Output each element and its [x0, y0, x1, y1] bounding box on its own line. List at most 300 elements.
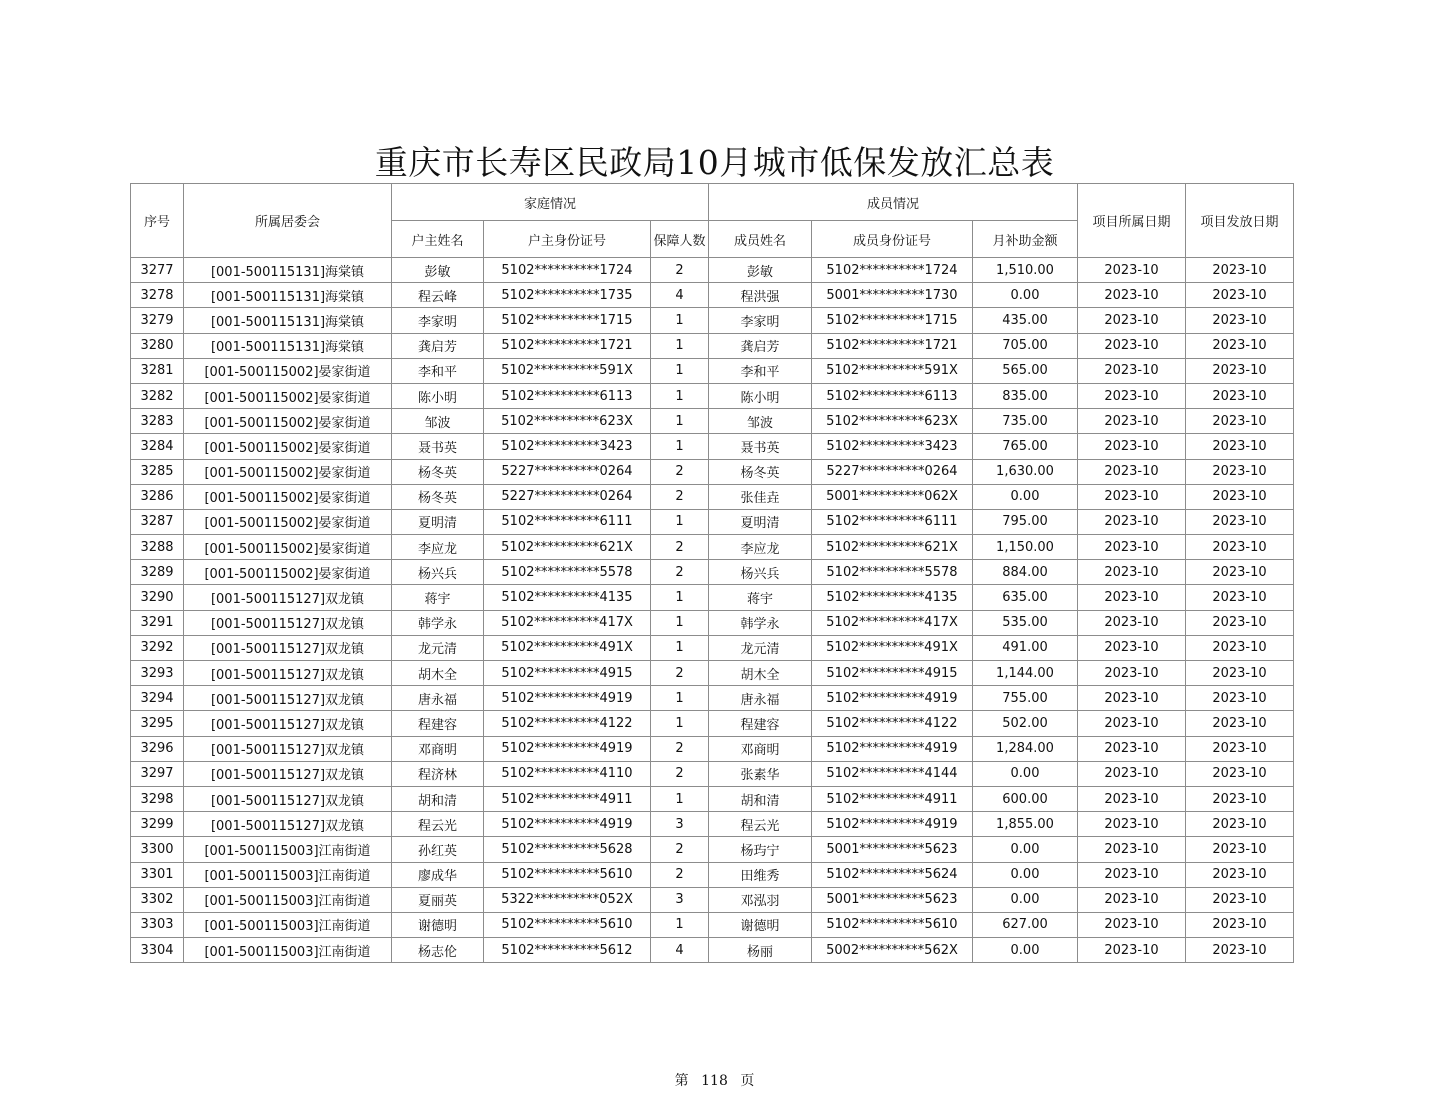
community-cell: [001-500115002]晏家街道: [184, 560, 392, 585]
member-name-cell: 邓商明: [709, 736, 812, 761]
covered-count-cell: 1: [651, 686, 709, 711]
head-id-cell: 5102**********4911: [484, 786, 651, 811]
community-cell: [001-500115003]江南街道: [184, 887, 392, 912]
community-cell: [001-500115127]双龙镇: [184, 585, 392, 610]
release-date-cell: 2023-10: [1186, 509, 1294, 534]
seq-cell: 3282: [131, 383, 184, 408]
release-date-cell: 2023-10: [1186, 862, 1294, 887]
header-seq: 序号: [131, 184, 184, 258]
covered-count-cell: 2: [651, 484, 709, 509]
member-name-cell: 唐永福: [709, 686, 812, 711]
seq-cell: 3296: [131, 736, 184, 761]
household-head-cell: 夏明清: [392, 509, 484, 534]
member-name-cell: 程云光: [709, 812, 812, 837]
covered-count-cell: 3: [651, 887, 709, 912]
member-name-cell: 杨玙宁: [709, 837, 812, 862]
table-row: [131, 686, 1294, 711]
project-month-cell: 2023-10: [1078, 837, 1186, 862]
household-head-cell: 李应龙: [392, 535, 484, 560]
seq-cell: 3284: [131, 434, 184, 459]
community-cell: [001-500115127]双龙镇: [184, 635, 392, 660]
household-head-cell: 龙元清: [392, 635, 484, 660]
project-month-cell: 2023-10: [1078, 862, 1186, 887]
seq-cell: 3303: [131, 912, 184, 937]
community-cell: [001-500115127]双龙镇: [184, 786, 392, 811]
project-month-cell: 2023-10: [1078, 509, 1186, 534]
monthly-subsidy-cell: 0.00: [973, 484, 1078, 509]
member-name-cell: 李家明: [709, 308, 812, 333]
table-row: [131, 837, 1294, 862]
household-head-cell: 杨冬英: [392, 459, 484, 484]
table-body: [131, 258, 1294, 963]
table-row: [131, 938, 1294, 963]
header-member-name: 成员姓名: [709, 221, 812, 258]
household-head-cell: 陈小明: [392, 383, 484, 408]
table-header: [131, 184, 1294, 258]
table-row: [131, 509, 1294, 534]
page-footer: [0, 1070, 1429, 1090]
member-name-cell: 韩学永: [709, 610, 812, 635]
head-id-cell: 5102**********1721: [484, 333, 651, 358]
table-row: [131, 887, 1294, 912]
covered-count-cell: 1: [651, 585, 709, 610]
member-id-cell: 5102**********417X: [812, 610, 973, 635]
seq-cell: 3283: [131, 409, 184, 434]
seq-cell: 3298: [131, 786, 184, 811]
table-row: [131, 358, 1294, 383]
head-id-cell: 5102**********623X: [484, 409, 651, 434]
release-date-cell: 2023-10: [1186, 812, 1294, 837]
community-cell: [001-500115127]双龙镇: [184, 761, 392, 786]
table-row: [131, 535, 1294, 560]
monthly-subsidy-cell: 1,284.00: [973, 736, 1078, 761]
member-name-cell: 蒋宇: [709, 585, 812, 610]
monthly-subsidy-cell: 0.00: [973, 938, 1078, 963]
member-id-cell: 5102**********491X: [812, 635, 973, 660]
table-row: [131, 560, 1294, 585]
project-month-cell: 2023-10: [1078, 686, 1186, 711]
monthly-subsidy-cell: 502.00: [973, 711, 1078, 736]
head-id-cell: 5102**********5578: [484, 560, 651, 585]
monthly-subsidy-cell: 0.00: [973, 837, 1078, 862]
release-date-cell: 2023-10: [1186, 912, 1294, 937]
member-id-cell: 5102**********6113: [812, 383, 973, 408]
release-date-cell: 2023-10: [1186, 283, 1294, 308]
covered-count-cell: 4: [651, 938, 709, 963]
community-cell: [001-500115003]江南街道: [184, 938, 392, 963]
table-row: [131, 610, 1294, 635]
household-head-cell: 聂书英: [392, 434, 484, 459]
covered-count-cell: 1: [651, 509, 709, 534]
header-member-group: 成员情况: [709, 184, 1078, 221]
table-row: [131, 635, 1294, 660]
head-id-cell: 5227**********0264: [484, 459, 651, 484]
community-cell: [001-500115131]海棠镇: [184, 258, 392, 283]
community-cell: [001-500115127]双龙镇: [184, 711, 392, 736]
community-cell: [001-500115131]海棠镇: [184, 283, 392, 308]
project-month-cell: 2023-10: [1078, 585, 1186, 610]
project-month-cell: 2023-10: [1078, 308, 1186, 333]
seq-cell: 3278: [131, 283, 184, 308]
head-id-cell: 5102**********5628: [484, 837, 651, 862]
member-id-cell: 5102**********3423: [812, 434, 973, 459]
release-date-cell: 2023-10: [1186, 535, 1294, 560]
covered-count-cell: 1: [651, 786, 709, 811]
covered-count-cell: 3: [651, 812, 709, 837]
seq-cell: 3289: [131, 560, 184, 585]
household-head-cell: 邓商明: [392, 736, 484, 761]
monthly-subsidy-cell: 1,150.00: [973, 535, 1078, 560]
project-month-cell: 2023-10: [1078, 912, 1186, 937]
table-row: [131, 333, 1294, 358]
header-covered-count: 保障人数: [651, 221, 709, 258]
seq-cell: 3277: [131, 258, 184, 283]
seq-cell: 3295: [131, 711, 184, 736]
monthly-subsidy-cell: 1,855.00: [973, 812, 1078, 837]
member-name-cell: 李和平: [709, 358, 812, 383]
monthly-subsidy-cell: 1,144.00: [973, 661, 1078, 686]
member-id-cell: 5227**********0264: [812, 459, 973, 484]
table-row: [131, 661, 1294, 686]
head-id-cell: 5102**********4122: [484, 711, 651, 736]
covered-count-cell: 2: [651, 736, 709, 761]
release-date-cell: 2023-10: [1186, 610, 1294, 635]
release-date-cell: 2023-10: [1186, 887, 1294, 912]
member-id-cell: 5102**********1721: [812, 333, 973, 358]
covered-count-cell: 1: [651, 308, 709, 333]
seq-cell: 3291: [131, 610, 184, 635]
community-cell: [001-500115002]晏家街道: [184, 383, 392, 408]
seq-cell: 3297: [131, 761, 184, 786]
member-name-cell: 谢德明: [709, 912, 812, 937]
member-name-cell: 李应龙: [709, 535, 812, 560]
head-id-cell: 5102**********4135: [484, 585, 651, 610]
member-id-cell: 5102**********1724: [812, 258, 973, 283]
monthly-subsidy-cell: 627.00: [973, 912, 1078, 937]
monthly-subsidy-cell: 1,510.00: [973, 258, 1078, 283]
monthly-subsidy-cell: 735.00: [973, 409, 1078, 434]
monthly-subsidy-cell: 635.00: [973, 585, 1078, 610]
household-head-cell: 夏丽英: [392, 887, 484, 912]
project-month-cell: 2023-10: [1078, 887, 1186, 912]
covered-count-cell: 2: [651, 761, 709, 786]
covered-count-cell: 1: [651, 383, 709, 408]
release-date-cell: 2023-10: [1186, 459, 1294, 484]
header-family-group: 家庭情况: [392, 184, 709, 221]
project-month-cell: 2023-10: [1078, 711, 1186, 736]
table-row: [131, 484, 1294, 509]
member-id-cell: 5102**********4919: [812, 812, 973, 837]
release-date-cell: 2023-10: [1186, 736, 1294, 761]
member-name-cell: 程洪强: [709, 283, 812, 308]
seq-cell: 3285: [131, 459, 184, 484]
community-cell: [001-500115003]江南街道: [184, 912, 392, 937]
head-id-cell: 5102**********4915: [484, 661, 651, 686]
monthly-subsidy-cell: 795.00: [973, 509, 1078, 534]
release-date-cell: 2023-10: [1186, 761, 1294, 786]
seq-cell: 3301: [131, 862, 184, 887]
project-month-cell: 2023-10: [1078, 560, 1186, 585]
release-date-cell: 2023-10: [1186, 434, 1294, 459]
head-id-cell: 5322**********052X: [484, 887, 651, 912]
head-id-cell: 5102**********621X: [484, 535, 651, 560]
head-id-cell: 5102**********6113: [484, 383, 651, 408]
table-row: [131, 736, 1294, 761]
head-id-cell: 5102**********5612: [484, 938, 651, 963]
project-month-cell: 2023-10: [1078, 484, 1186, 509]
household-head-cell: 李家明: [392, 308, 484, 333]
member-id-cell: 5102**********623X: [812, 409, 973, 434]
project-month-cell: 2023-10: [1078, 409, 1186, 434]
community-cell: [001-500115003]江南街道: [184, 837, 392, 862]
seq-cell: 3299: [131, 812, 184, 837]
release-date-cell: 2023-10: [1186, 409, 1294, 434]
head-id-cell: 5102**********1735: [484, 283, 651, 308]
project-month-cell: 2023-10: [1078, 459, 1186, 484]
table-row: [131, 283, 1294, 308]
table-row: [131, 862, 1294, 887]
member-name-cell: 胡和清: [709, 786, 812, 811]
member-id-cell: 5102**********6111: [812, 509, 973, 534]
project-month-cell: 2023-10: [1078, 383, 1186, 408]
page-prefix: 第: [674, 1073, 689, 1089]
monthly-subsidy-cell: 565.00: [973, 358, 1078, 383]
covered-count-cell: 2: [651, 535, 709, 560]
page-number: 118: [701, 1073, 728, 1089]
household-head-cell: 廖成华: [392, 862, 484, 887]
household-head-cell: 程济林: [392, 761, 484, 786]
member-id-cell: 5102**********4122: [812, 711, 973, 736]
member-name-cell: 邓泓羽: [709, 887, 812, 912]
member-name-cell: 陈小明: [709, 383, 812, 408]
table-row: [131, 761, 1294, 786]
project-month-cell: 2023-10: [1078, 661, 1186, 686]
covered-count-cell: 2: [651, 459, 709, 484]
member-id-cell: 5102**********5624: [812, 862, 973, 887]
header-head-id: 户主身份证号: [484, 221, 651, 258]
covered-count-cell: 2: [651, 862, 709, 887]
page-suffix: 页: [740, 1073, 755, 1089]
covered-count-cell: 1: [651, 434, 709, 459]
member-name-cell: 龙元清: [709, 635, 812, 660]
household-head-cell: 李和平: [392, 358, 484, 383]
seq-cell: 3300: [131, 837, 184, 862]
table-row: [131, 711, 1294, 736]
community-cell: [001-500115131]海棠镇: [184, 333, 392, 358]
seq-cell: 3293: [131, 661, 184, 686]
member-id-cell: 5102**********591X: [812, 358, 973, 383]
monthly-subsidy-cell: 755.00: [973, 686, 1078, 711]
table-row: [131, 258, 1294, 283]
member-name-cell: 夏明清: [709, 509, 812, 534]
member-name-cell: 杨丽: [709, 938, 812, 963]
member-name-cell: 邹波: [709, 409, 812, 434]
covered-count-cell: 1: [651, 635, 709, 660]
seq-cell: 3279: [131, 308, 184, 333]
seq-cell: 3281: [131, 358, 184, 383]
release-date-cell: 2023-10: [1186, 383, 1294, 408]
header-member-id: 成员身份证号: [812, 221, 973, 258]
monthly-subsidy-cell: 765.00: [973, 434, 1078, 459]
release-date-cell: 2023-10: [1186, 938, 1294, 963]
seq-cell: 3287: [131, 509, 184, 534]
header-monthly-subsidy: 月补助金额: [973, 221, 1078, 258]
community-cell: [001-500115002]晏家街道: [184, 535, 392, 560]
member-id-cell: 5001**********5623: [812, 887, 973, 912]
community-cell: [001-500115127]双龙镇: [184, 661, 392, 686]
head-id-cell: 5102**********491X: [484, 635, 651, 660]
household-head-cell: 杨冬英: [392, 484, 484, 509]
project-month-cell: 2023-10: [1078, 635, 1186, 660]
community-cell: [001-500115002]晏家街道: [184, 484, 392, 509]
monthly-subsidy-cell: 705.00: [973, 333, 1078, 358]
covered-count-cell: 1: [651, 610, 709, 635]
header-community: 所属居委会: [184, 184, 392, 258]
table-row: [131, 434, 1294, 459]
seq-cell: 3302: [131, 887, 184, 912]
household-head-cell: 邹波: [392, 409, 484, 434]
table-row: [131, 459, 1294, 484]
project-month-cell: 2023-10: [1078, 761, 1186, 786]
covered-count-cell: 1: [651, 333, 709, 358]
covered-count-cell: 2: [651, 837, 709, 862]
community-cell: [001-500115127]双龙镇: [184, 736, 392, 761]
covered-count-cell: 2: [651, 258, 709, 283]
member-name-cell: 龚启芳: [709, 333, 812, 358]
monthly-subsidy-cell: 1,630.00: [973, 459, 1078, 484]
seq-cell: 3304: [131, 938, 184, 963]
community-cell: [001-500115002]晏家街道: [184, 509, 392, 534]
release-date-cell: 2023-10: [1186, 686, 1294, 711]
head-id-cell: 5102**********3423: [484, 434, 651, 459]
release-date-cell: 2023-10: [1186, 258, 1294, 283]
subsidy-table: [130, 183, 1294, 963]
table-row: [131, 409, 1294, 434]
release-date-cell: 2023-10: [1186, 308, 1294, 333]
household-head-cell: 彭敏: [392, 258, 484, 283]
head-id-cell: 5102**********4110: [484, 761, 651, 786]
release-date-cell: 2023-10: [1186, 585, 1294, 610]
release-date-cell: 2023-10: [1186, 358, 1294, 383]
release-date-cell: 2023-10: [1186, 837, 1294, 862]
household-head-cell: 杨兴兵: [392, 560, 484, 585]
covered-count-cell: 1: [651, 409, 709, 434]
member-id-cell: 5001**********1730: [812, 283, 973, 308]
member-name-cell: 杨兴兵: [709, 560, 812, 585]
project-month-cell: 2023-10: [1078, 938, 1186, 963]
community-cell: [001-500115002]晏家街道: [184, 409, 392, 434]
member-id-cell: 5102**********5610: [812, 912, 973, 937]
member-id-cell: 5001**********5623: [812, 837, 973, 862]
covered-count-cell: 2: [651, 560, 709, 585]
monthly-subsidy-cell: 884.00: [973, 560, 1078, 585]
project-month-cell: 2023-10: [1078, 610, 1186, 635]
head-id-cell: 5102**********5610: [484, 862, 651, 887]
project-month-cell: 2023-10: [1078, 786, 1186, 811]
member-id-cell: 5102**********4911: [812, 786, 973, 811]
release-date-cell: 2023-10: [1186, 333, 1294, 358]
monthly-subsidy-cell: 435.00: [973, 308, 1078, 333]
household-head-cell: 谢德明: [392, 912, 484, 937]
community-cell: [001-500115002]晏家街道: [184, 434, 392, 459]
member-id-cell: 5102**********4144: [812, 761, 973, 786]
household-head-cell: 杨志伦: [392, 938, 484, 963]
member-id-cell: 5001**********062X: [812, 484, 973, 509]
project-month-cell: 2023-10: [1078, 736, 1186, 761]
head-id-cell: 5102**********6111: [484, 509, 651, 534]
seq-cell: 3288: [131, 535, 184, 560]
member-name-cell: 杨冬英: [709, 459, 812, 484]
head-id-cell: 5102**********591X: [484, 358, 651, 383]
project-month-cell: 2023-10: [1078, 434, 1186, 459]
community-cell: [001-500115131]海棠镇: [184, 308, 392, 333]
seq-cell: 3292: [131, 635, 184, 660]
household-head-cell: 程云峰: [392, 283, 484, 308]
release-date-cell: 2023-10: [1186, 560, 1294, 585]
monthly-subsidy-cell: 0.00: [973, 283, 1078, 308]
table-row: [131, 308, 1294, 333]
monthly-subsidy-cell: 0.00: [973, 761, 1078, 786]
header-household-head: 户主姓名: [392, 221, 484, 258]
project-month-cell: 2023-10: [1078, 812, 1186, 837]
covered-count-cell: 1: [651, 711, 709, 736]
project-month-cell: 2023-10: [1078, 358, 1186, 383]
member-id-cell: 5102**********4915: [812, 661, 973, 686]
head-id-cell: 5227**********0264: [484, 484, 651, 509]
community-cell: [001-500115002]晏家街道: [184, 459, 392, 484]
seq-cell: 3290: [131, 585, 184, 610]
household-head-cell: 龚启芳: [392, 333, 484, 358]
project-month-cell: 2023-10: [1078, 333, 1186, 358]
release-date-cell: 2023-10: [1186, 711, 1294, 736]
member-id-cell: 5102**********5578: [812, 560, 973, 585]
household-head-cell: 胡木全: [392, 661, 484, 686]
member-name-cell: 张佳垚: [709, 484, 812, 509]
household-head-cell: 唐永福: [392, 686, 484, 711]
monthly-subsidy-cell: 835.00: [973, 383, 1078, 408]
monthly-subsidy-cell: 0.00: [973, 862, 1078, 887]
project-month-cell: 2023-10: [1078, 283, 1186, 308]
covered-count-cell: 2: [651, 661, 709, 686]
table-row: [131, 383, 1294, 408]
release-date-cell: 2023-10: [1186, 786, 1294, 811]
head-id-cell: 5102**********1724: [484, 258, 651, 283]
covered-count-cell: 4: [651, 283, 709, 308]
household-head-cell: 程云光: [392, 812, 484, 837]
covered-count-cell: 1: [651, 358, 709, 383]
household-head-cell: 孙红英: [392, 837, 484, 862]
seq-cell: 3280: [131, 333, 184, 358]
head-id-cell: 5102**********1715: [484, 308, 651, 333]
head-id-cell: 5102**********4919: [484, 686, 651, 711]
table-row: [131, 812, 1294, 837]
seq-cell: 3286: [131, 484, 184, 509]
member-name-cell: 彭敏: [709, 258, 812, 283]
project-month-cell: 2023-10: [1078, 535, 1186, 560]
household-head-cell: 蒋宇: [392, 585, 484, 610]
monthly-subsidy-cell: 0.00: [973, 887, 1078, 912]
project-month-cell: 2023-10: [1078, 258, 1186, 283]
monthly-subsidy-cell: 600.00: [973, 786, 1078, 811]
member-id-cell: 5102**********4135: [812, 585, 973, 610]
head-id-cell: 5102**********4919: [484, 736, 651, 761]
release-date-cell: 2023-10: [1186, 484, 1294, 509]
community-cell: [001-500115002]晏家街道: [184, 358, 392, 383]
covered-count-cell: 1: [651, 912, 709, 937]
member-name-cell: 张素华: [709, 761, 812, 786]
release-date-cell: 2023-10: [1186, 635, 1294, 660]
member-id-cell: 5102**********4919: [812, 686, 973, 711]
